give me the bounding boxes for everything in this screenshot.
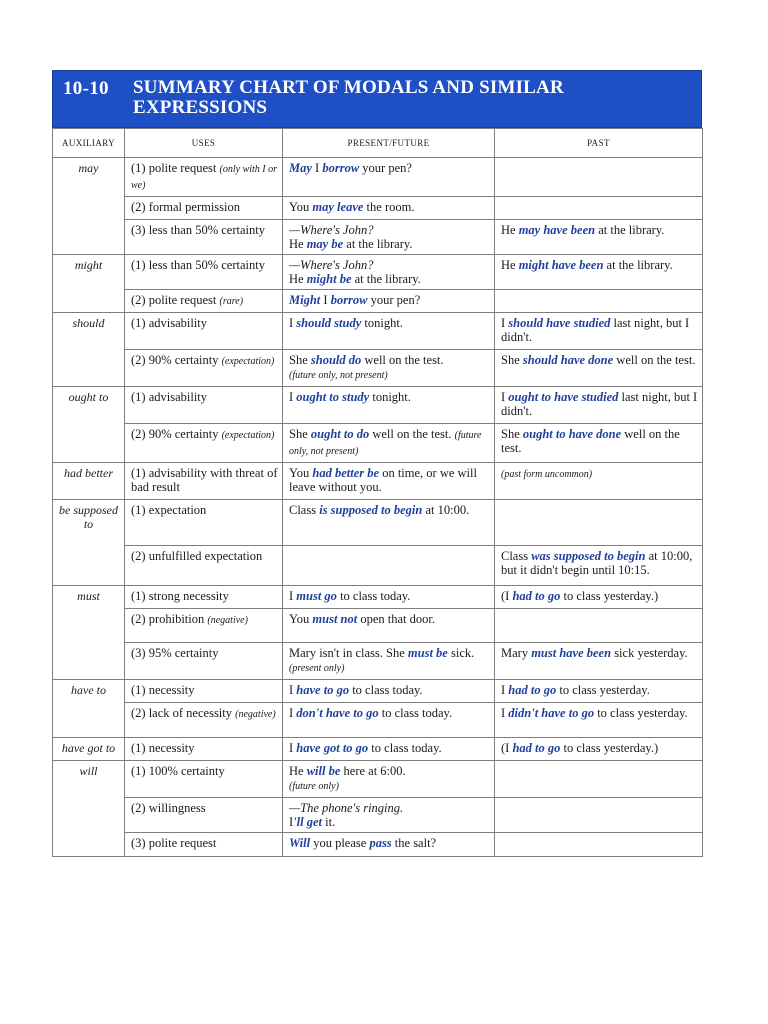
uses-cell	[125, 680, 283, 703]
present-future-cell	[283, 609, 495, 643]
modal-form: pass	[369, 836, 392, 850]
auxiliary-cell: may	[53, 158, 125, 255]
example-text: I	[501, 683, 509, 697]
use-label: (1) advisability	[131, 316, 208, 330]
present-future-cell	[283, 350, 495, 387]
table-row	[53, 500, 703, 546]
auxiliary-cell: had better	[53, 463, 125, 500]
example-text: I	[320, 293, 331, 307]
modal-form: was supposed to begin	[531, 549, 646, 563]
example-text: at the library.	[603, 258, 673, 272]
modal-form: 'll get	[293, 815, 322, 829]
table-row	[53, 546, 703, 586]
example-text: I	[289, 589, 297, 603]
use-label: (2) willingness	[131, 801, 206, 815]
past-cell	[495, 387, 703, 424]
example-text: well on the test.	[501, 427, 680, 455]
example-text: to class today.	[349, 683, 423, 697]
present-future-cell	[283, 255, 495, 290]
table-row	[53, 463, 703, 500]
example-text: I	[289, 741, 297, 755]
modal-form: might be	[306, 272, 352, 286]
use-label: (2) 90% certainty	[131, 353, 219, 367]
present-future-cell	[283, 546, 495, 586]
modal-form: may be	[306, 237, 344, 251]
example-text: Class	[501, 549, 532, 563]
usage-note: (future only, not present)	[289, 370, 388, 381]
modal-form: ought to study	[296, 390, 370, 404]
present-future-cell	[283, 158, 495, 197]
auxiliary-cell: will	[53, 761, 125, 857]
uses-cell	[125, 290, 283, 313]
uses-cell	[125, 586, 283, 609]
use-label: (1) advisability with threat of bad result	[131, 466, 278, 494]
past-cell	[495, 833, 703, 857]
example-text: your pen?	[367, 293, 421, 307]
use-note: (expectation)	[221, 430, 275, 441]
modal-form: had better be	[312, 466, 380, 480]
example-text: you please	[310, 836, 370, 850]
uses-cell	[125, 463, 283, 500]
modal-form: Will	[289, 836, 311, 850]
example-text: I	[311, 161, 323, 175]
example-text: to class yesterday.)	[560, 589, 659, 603]
uses-cell	[125, 546, 283, 586]
chart-header	[52, 70, 702, 128]
example-text: to class today.	[336, 589, 411, 603]
past-cell	[495, 586, 703, 609]
modal-form: borrow	[330, 293, 368, 307]
modal-form: don't have to go	[296, 706, 379, 720]
table-row	[53, 586, 703, 609]
past-cell	[495, 680, 703, 703]
example-text: She	[501, 427, 523, 441]
example-text: it.	[322, 815, 336, 829]
example-text: He	[501, 258, 519, 272]
example-text: I	[289, 706, 297, 720]
uses-cell	[125, 738, 283, 761]
table-row	[53, 313, 703, 350]
use-label: (1) expectation	[131, 503, 207, 517]
example-text: at the library.	[595, 223, 665, 237]
past-cell	[495, 761, 703, 798]
table-row	[53, 680, 703, 703]
summary-chart	[52, 70, 702, 857]
modal-form: must be	[407, 646, 448, 660]
example-text: Mary isn't in class. She	[289, 646, 408, 660]
example-text: You	[289, 466, 313, 480]
auxiliary-cell: might	[53, 255, 125, 313]
example-text: (I	[501, 741, 513, 755]
use-label: (1) necessity	[131, 741, 195, 755]
present-future-cell	[283, 313, 495, 350]
col-header-past: PAST	[495, 129, 703, 158]
use-label: (2) lack of necessity	[131, 706, 233, 720]
example-text: last night, but I didn't.	[501, 390, 698, 418]
example-text: (I	[501, 589, 513, 603]
usage-note: (future only)	[289, 781, 339, 792]
modal-form: had to go	[512, 741, 561, 755]
table-row	[53, 255, 703, 290]
present-future-cell	[283, 798, 495, 833]
uses-cell	[125, 761, 283, 798]
example-text: well on the test.	[369, 427, 455, 441]
present-future-cell	[283, 643, 495, 680]
past-cell	[495, 424, 703, 463]
example-text: I	[501, 316, 509, 330]
example-text: here at 6:00.	[340, 764, 406, 778]
column-header-row	[53, 129, 703, 158]
uses-cell	[125, 703, 283, 738]
modal-form: will be	[306, 764, 341, 778]
use-label: (3) polite request	[131, 836, 217, 850]
use-label: (1) strong necessity	[131, 589, 229, 603]
example-text: He	[501, 223, 519, 237]
example-text: He	[289, 764, 307, 778]
modal-form: didn't have to go	[508, 706, 595, 720]
table-row	[53, 609, 703, 643]
use-label: (2) polite request	[131, 293, 217, 307]
example-text: sick yesterday.	[611, 646, 688, 660]
usage-note: (present only)	[289, 663, 345, 674]
uses-cell	[125, 833, 283, 857]
table-row	[53, 220, 703, 255]
modal-form: should do	[310, 353, 362, 367]
example-text: I	[501, 390, 509, 404]
present-future-cell	[283, 197, 495, 220]
example-text: at the library.	[343, 237, 413, 251]
modal-form: must have been	[531, 646, 612, 660]
table-row	[53, 158, 703, 197]
example-text: well on the test.	[361, 353, 444, 367]
example-text: tonight.	[369, 390, 411, 404]
present-future-cell	[283, 680, 495, 703]
table-body	[53, 158, 703, 857]
example-text: Mary	[501, 646, 532, 660]
example-text: He	[289, 237, 307, 251]
chart-title: SUMMARY CHART OF MODALS AND SIMILAR EXPRESSIONS	[133, 77, 564, 118]
past-cell	[495, 798, 703, 833]
past-cell	[495, 643, 703, 680]
modal-form: may leave	[312, 200, 364, 214]
past-cell	[495, 738, 703, 761]
auxiliary-cell: ought to	[53, 387, 125, 463]
table-row	[53, 643, 703, 680]
present-future-cell	[283, 220, 495, 255]
table-row	[53, 833, 703, 857]
use-label: (2) formal permission	[131, 200, 241, 214]
modal-form: ought to have studied	[508, 390, 619, 404]
uses-cell	[125, 158, 283, 197]
past-cell	[495, 313, 703, 350]
modals-table	[52, 128, 703, 857]
modal-form: had to go	[512, 589, 561, 603]
auxiliary-cell: be supposed to	[53, 500, 125, 586]
present-future-cell	[283, 463, 495, 500]
uses-cell	[125, 255, 283, 290]
modal-form: is supposed to begin	[319, 503, 423, 517]
table-row	[53, 798, 703, 833]
table-row	[53, 197, 703, 220]
table-row	[53, 387, 703, 424]
modal-form: must go	[296, 589, 337, 603]
example-text: I	[289, 316, 297, 330]
example-text: sick.	[447, 646, 475, 660]
use-label: (1) polite request	[131, 161, 217, 175]
past-cell	[495, 609, 703, 643]
example-text: tonight.	[361, 316, 403, 330]
modal-form: may have been	[518, 223, 596, 237]
past-cell	[495, 290, 703, 313]
uses-cell	[125, 350, 283, 387]
example-text: to class yesterday.	[594, 706, 688, 720]
example-text: well on the test.	[613, 353, 696, 367]
table-row	[53, 290, 703, 313]
example-text: You	[289, 612, 313, 626]
example-text: last night, but I didn't.	[501, 316, 690, 344]
uses-cell	[125, 197, 283, 220]
use-note: (negative)	[207, 615, 248, 626]
modal-form: May	[289, 161, 312, 175]
past-cell	[495, 703, 703, 738]
past-cell	[495, 500, 703, 546]
auxiliary-cell: should	[53, 313, 125, 387]
present-future-cell	[283, 500, 495, 546]
use-label: (1) 100% certainty	[131, 764, 225, 778]
past-cell	[495, 546, 703, 586]
present-future-cell	[283, 738, 495, 761]
example-text: open that door.	[357, 612, 435, 626]
example-text: at the library.	[351, 272, 421, 286]
usage-note: (future only, not present)	[289, 430, 482, 457]
col-header-uses: USES	[125, 129, 283, 158]
table-row	[53, 424, 703, 463]
modal-form: must not	[312, 612, 358, 626]
example-text: to class yesterday.	[556, 683, 650, 697]
uses-cell	[125, 643, 283, 680]
uses-cell	[125, 500, 283, 546]
use-note: (expectation)	[221, 356, 275, 367]
past-cell	[495, 220, 703, 255]
use-note: (negative)	[235, 709, 276, 720]
example-text: —Where's John?	[289, 258, 374, 272]
table-row	[53, 703, 703, 738]
example-text: I	[289, 815, 294, 829]
modal-form: had to go	[508, 683, 557, 697]
use-label: (2) prohibition	[131, 612, 205, 626]
past-cell	[495, 197, 703, 220]
uses-cell	[125, 313, 283, 350]
example-text: You	[289, 200, 313, 214]
example-text: I	[501, 706, 509, 720]
modal-form: Might	[289, 293, 321, 307]
table-row	[53, 738, 703, 761]
present-future-cell	[283, 761, 495, 798]
modal-form: ought to do	[310, 427, 370, 441]
col-header-auxiliary: AUXILIARY	[53, 129, 125, 158]
auxiliary-cell: have to	[53, 680, 125, 738]
modal-form: have got to go	[296, 741, 369, 755]
example-text: on time, or we will leave without you.	[289, 466, 477, 494]
example-text: to class today.	[368, 741, 442, 755]
past-cell	[495, 255, 703, 290]
past-cell	[495, 463, 703, 500]
present-future-cell	[283, 586, 495, 609]
use-label: (3) 95% certainty	[131, 646, 219, 660]
usage-note: (past form uncommon)	[501, 469, 593, 480]
uses-cell	[125, 387, 283, 424]
example-text: She	[289, 427, 311, 441]
past-cell	[495, 350, 703, 387]
col-header-present: PRESENT/FUTURE	[283, 129, 495, 158]
modal-form: should have done	[522, 353, 614, 367]
auxiliary-cell: must	[53, 586, 125, 680]
table-row	[53, 761, 703, 798]
example-text: the salt?	[391, 836, 437, 850]
example-text: at 10:00, but it didn't begin until 10:15.	[501, 549, 693, 577]
example-text: She	[289, 353, 311, 367]
modal-form: might have been	[518, 258, 604, 272]
auxiliary-cell: have got to	[53, 738, 125, 761]
table-row	[53, 350, 703, 387]
example-text: the room.	[363, 200, 415, 214]
uses-cell	[125, 220, 283, 255]
modal-form: ought to have done	[522, 427, 622, 441]
use-label: (1) necessity	[131, 683, 195, 697]
example-text: Class	[289, 503, 320, 517]
use-label: (1) advisability	[131, 390, 208, 404]
use-note: (rare)	[219, 296, 244, 307]
modal-form: borrow	[322, 161, 360, 175]
present-future-cell	[283, 703, 495, 738]
example-text: I	[289, 390, 297, 404]
example-text: to class yesterday.)	[560, 741, 659, 755]
example-text: —The phone's ringing.	[289, 801, 404, 815]
chart-number: 10-10	[63, 78, 109, 99]
uses-cell	[125, 424, 283, 463]
uses-cell	[125, 609, 283, 643]
past-cell	[495, 158, 703, 197]
present-future-cell	[283, 387, 495, 424]
example-text: —Where's John?	[289, 223, 374, 237]
uses-cell	[125, 798, 283, 833]
modal-form: should study	[296, 316, 362, 330]
present-future-cell	[283, 290, 495, 313]
present-future-cell	[283, 424, 495, 463]
use-label: (2) unfulfilled expectation	[131, 549, 263, 563]
present-future-cell	[283, 833, 495, 857]
use-note: (only with I or we)	[131, 164, 278, 191]
modal-form: should have studied	[508, 316, 611, 330]
example-text: He	[289, 272, 307, 286]
use-label: (2) 90% certainty	[131, 427, 219, 441]
modal-form: have to go	[296, 683, 350, 697]
use-label: (3) less than 50% certainty	[131, 223, 265, 237]
use-label: (1) less than 50% certainty	[131, 258, 265, 272]
example-text: to class today.	[378, 706, 453, 720]
example-text: at 10:00.	[422, 503, 470, 517]
example-text: I	[289, 683, 297, 697]
example-text: your pen?	[359, 161, 412, 175]
example-text: She	[501, 353, 523, 367]
